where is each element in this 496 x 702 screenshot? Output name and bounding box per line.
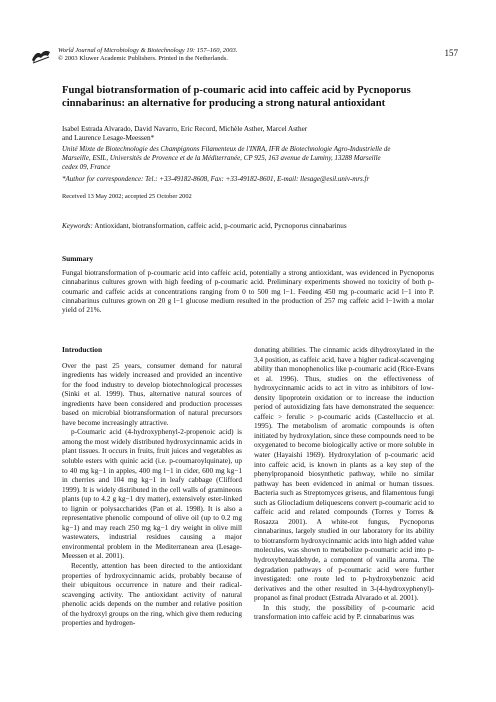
paragraph: Over the past 25 years, consumer demand for natural ingredients has widely increased and provided an incentive for the food industry to develop biotechnological processes (Sinki et al. 1999). Thus, alternative natural sources of ingredients have been considered and production processes based on microbial biotransformation of natural precursors have become increasingly attractive. <box>62 360 242 427</box>
journal-header <box>30 47 466 69</box>
paragraph: p-Coumaric acid (4-hydroxyphenyl-2-propenoic acid) is among the most widely distributed hydroxycinnamic acids in plant tissues. It occurs in fruits, fruit juices and vegetables as soluble esters with quinic acid (i.e. p-coumaroylquinate), up to 40 mg kg−1 in apples, 400 mg l−1 in cider, 600 mg kg−1 in cherries and 104 mg kg−1 in leafy cabbage (Clifford 1999). It is widely distributed in the cell walls of gramineous plants (up to 4.2 g kg−1 dry matter), extensively ester-linked to lignin or polysaccharides (Pan et al. 1998). It is also a representative phenolic compound of olive oil (up to 0.2 mg kg−1) and may reach 250 mg kg−1 dry weight in olive mill wastewaters, industrial residues causing a major environmental problem in the Mediterranean area (Lesage-Meessen et al. 2001). <box>62 427 242 561</box>
journal-info <box>58 47 237 63</box>
summary-heading: Summary <box>62 254 94 263</box>
introduction-heading: Introduction <box>62 345 103 354</box>
author-list <box>62 125 442 143</box>
keywords-label: Keywords: <box>62 222 93 230</box>
keywords <box>62 222 442 230</box>
journal-line-2: © 2003 Kluwer Academic Publishers. Printed in the Netherlands. <box>58 55 228 62</box>
paragraph: donating abilities. The cinnamic acids dihydroxylated in the 3,4 position, as caffeic acid, have a higher radical-scavenging ability than monophenolics like p-coumaric acid (Rice-Evans et al. 1996). Thus, studies on the effectiveness of hydroxycinnamic acids to act in vitro as inhibitors of low-density lipoprotein oxidation or to increase the induction period of autoxidizing fats have demonstrated the sequence: caffeic > ferulic > p-coumaric acids (Castelluccio et al. 1995). The metabolism of aromatic compounds is often initiated by hydroxylation, since these compounds need to be oxygenated to become biologically active or more soluble in water (Hayaishi 1969). Hydroxylation of p-coumaric acid into caffeic acid, is known in plants as a key step of the phenylpropanoid biosynthetic pathway, while no similar pathway has been evidenced in animal or human tissues. Bacteria such as Streptomyces griseus, and filamentous fungi such as Gliocladium deliquescens convert p-coumaric acid to caffeic acid and related compounds (Torres y Torres & Rosazza 2001). A white-rot fungus, Pycnoporus cinnabarinus, largely studied in our laboratory for its ability to biotransform hydroxycinnamic acids into high added value molecules, was shown to metabolize p-coumaric acid into p-hydroxybenzaldehyde, a component of vanilla aroma. The degradation pathways of p-coumaric acid were further investigated: one route led to p-hydroxybenzoic acid derivatives and the other resulted in 3-(4-hydroxyphenyl)-propanol as final product (Estrada Alvarado et al. 2001). <box>254 345 434 603</box>
paragraph: Recently, attention has been directed to the antioxidant properties of hydroxycinnamic acids, probably because of their ubiquitous occurrence in nature and their radical-scavenging activity. The antioxidant activity of natural phenolic acids depends on the number and relative position of the hydroxyl groups on the ring, which give them reducing properties and hydrogen- <box>62 561 242 628</box>
right-column <box>254 345 434 622</box>
received-dates: Received 13 May 2002; accepted 25 October 2002 <box>62 193 192 200</box>
affiliation <box>62 145 434 172</box>
affiliation-line-1: Unité Mixte de Biotechnologie des Champignons Filamenteux de l'INRA, IFR de Biotechnologie Agro-Industrielle de <box>62 145 391 153</box>
author-line-1: Isabel Estrada Alvarado, David Navarro, Eric Record, Michèle Asther, Marcel Asther <box>62 125 308 133</box>
keywords-text: Antioxidant, biotransformation, caffeic acid, p-coumaric acid, Pycnoporus cinnabarinus <box>94 222 347 230</box>
correspondence: *Author for correspondence: Tel.: +33-49182-8608, Fax: +33-49182-8601, E-mail: llesage@esil.univ-mrs.fr <box>62 175 370 183</box>
affiliation-line-3: cedex 09, France <box>62 163 111 171</box>
affiliation-line-2: Marseille, ESIL, Universités de Provence et de la Méditerranée, CP 925, 163 avenue de Luminy, 13288 Marseille <box>62 154 381 162</box>
paper-title: Fungal biotransformation of p-coumaric acid into caffeic acid by Pycnoporus cinnabarinus: an alternative for producing a strong natural antioxidant <box>62 85 411 109</box>
paragraph: In this study, the possibility of p-coumaric acid transformation into caffeic acid by P. cinnabarinus was <box>254 602 434 622</box>
left-column <box>62 345 242 628</box>
page-number: 157 <box>444 48 458 58</box>
author-line-2: and Laurence Lesage-Meessen* <box>62 134 155 143</box>
publisher-logo-icon <box>30 48 52 64</box>
journal-line-1: World Journal of Microbiology & Biotechnology 19: 157–160, 2003. <box>58 47 238 54</box>
summary-text: Fungal biotransformation of p-coumaric acid into caffeic acid, potentially a strong antioxidant, was evidenced in Pycnoporus cinnabarinus cultures grown with high feeding of p-coumaric acid. Preliminary experiments showed no toxicity of both p-coumaric and caffeic acids at concentrations ranging from 0 to 500 mg l−1. Feeding 450 mg p-coumaric acid l−1 into P. cinnabarinus cultures grown on 20 g l−1 glucose medium resulted in the production of 257 mg caffeic acid l−1with a molar yield of 21%. <box>62 268 434 315</box>
